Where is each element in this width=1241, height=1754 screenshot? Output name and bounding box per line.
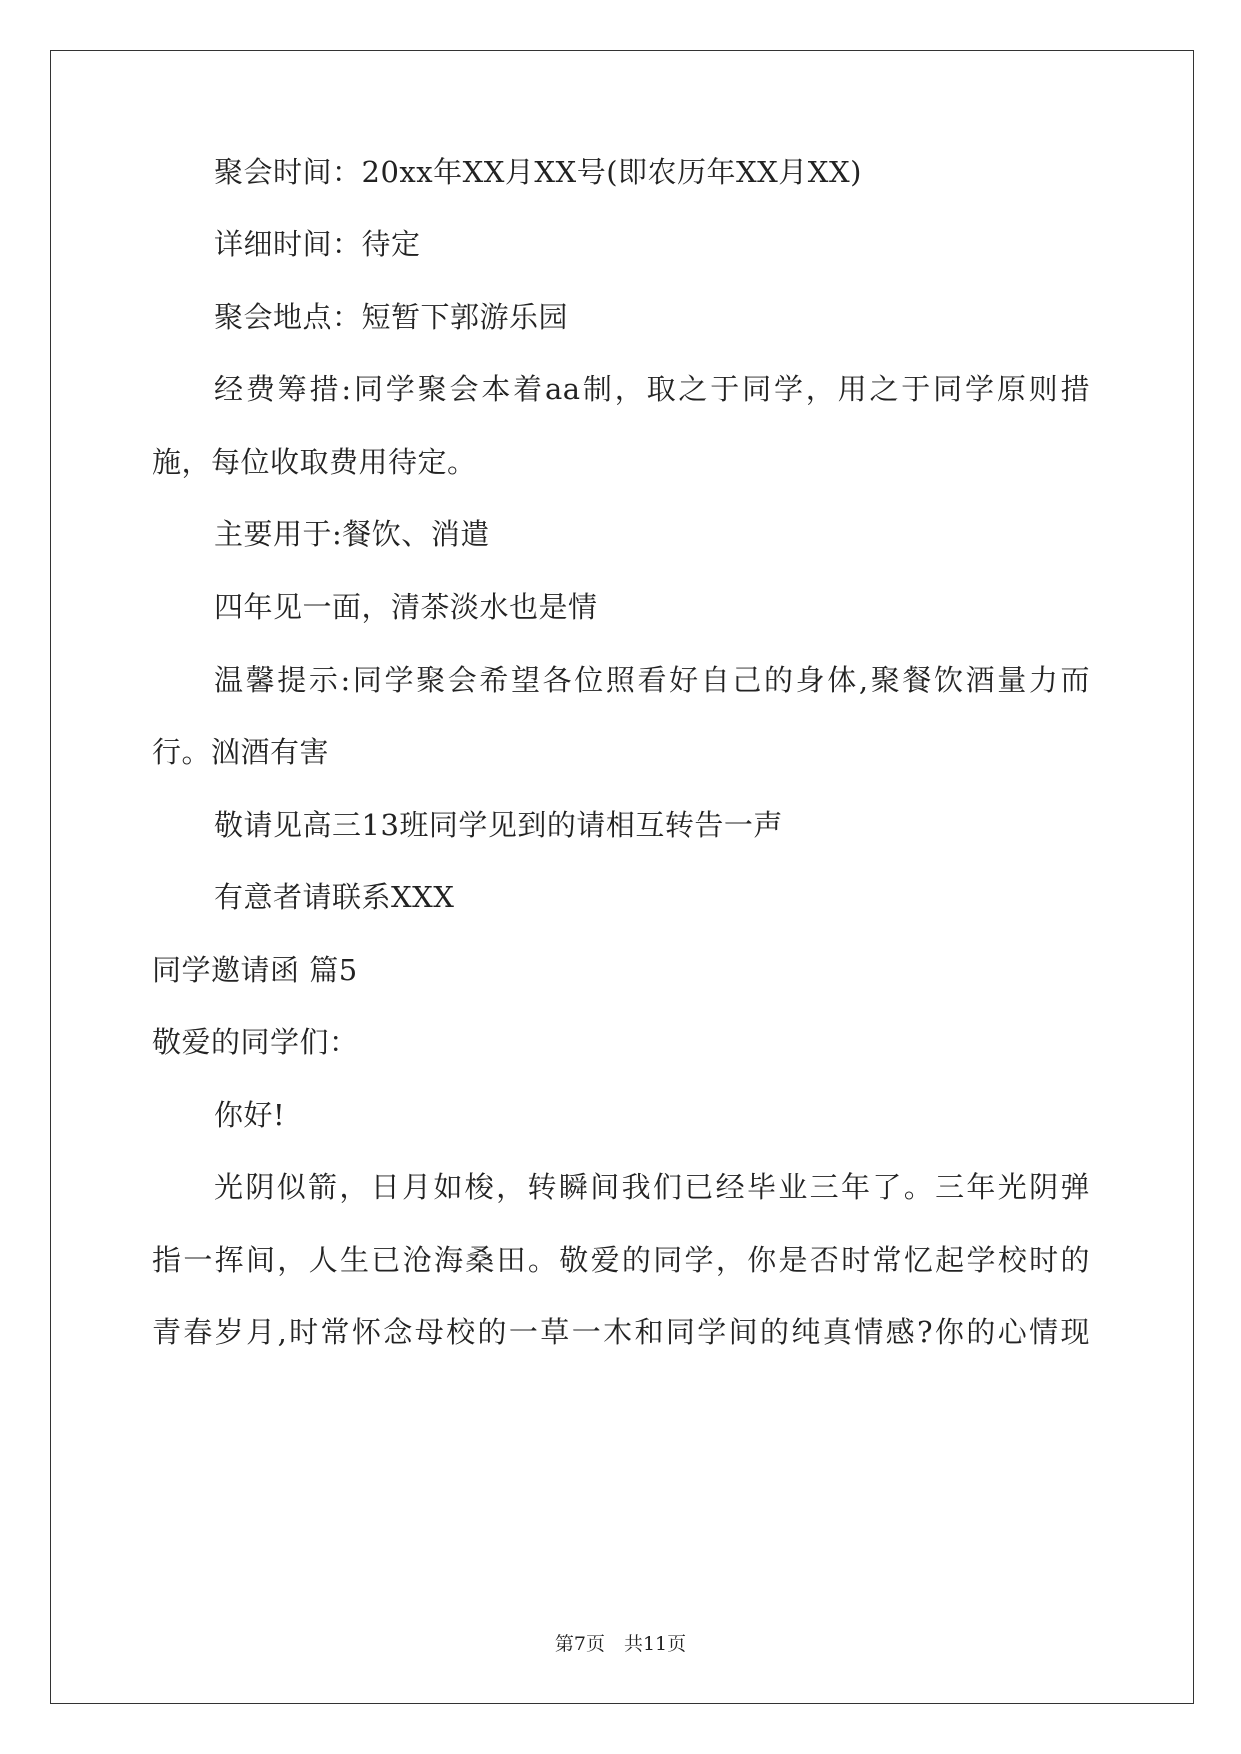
contact-line: 有意者请联系XXX [214, 880, 455, 914]
section-heading: 同学邀请函 篇5 [152, 953, 358, 987]
greeting: 你好! [214, 1098, 286, 1132]
funding-line: 经费筹措:同学聚会本着aa制，取之于同学，用之于同学原则措 [214, 372, 1090, 406]
funding-line-continued: 施，每位收取费用待定。 [152, 445, 477, 479]
notice-line: 敬请见高三13班同学见到的请相互转告一声 [214, 808, 783, 842]
reunion-motto-line: 四年见一面，清茶淡水也是情 [214, 590, 598, 624]
detail-time-line: 详细时间：待定 [214, 227, 421, 261]
salutation: 敬爱的同学们： [152, 1025, 359, 1059]
page-number-footer: 第7页 共11页 [554, 1633, 687, 1655]
reminder-line: 温馨提示:同学聚会希望各位照看好自己的身体,聚餐饮酒量力而 [214, 663, 1090, 697]
usage-line: 主要用于:餐饮、消遣 [214, 517, 490, 551]
gathering-place-line: 聚会地点：短暂下郭游乐园 [214, 300, 569, 334]
body-paragraph-line-1: 光阴似箭，日月如梭，转瞬间我们已经毕业三年了。三年光阴弹 [214, 1170, 1090, 1204]
body-paragraph-line-3: 青春岁月,时常怀念母校的一草一木和同学间的纯真情感?你的心情现 [152, 1315, 1090, 1349]
gathering-time-line: 聚会时间：20xx年XX月XX号(即农历年XX月XX) [214, 155, 862, 189]
body-paragraph-line-2: 指一挥间，人生已沧海桑田。敬爱的同学，你是否时常忆起学校时的 [152, 1243, 1090, 1277]
reminder-line-continued: 行。汹酒有害 [152, 735, 330, 769]
